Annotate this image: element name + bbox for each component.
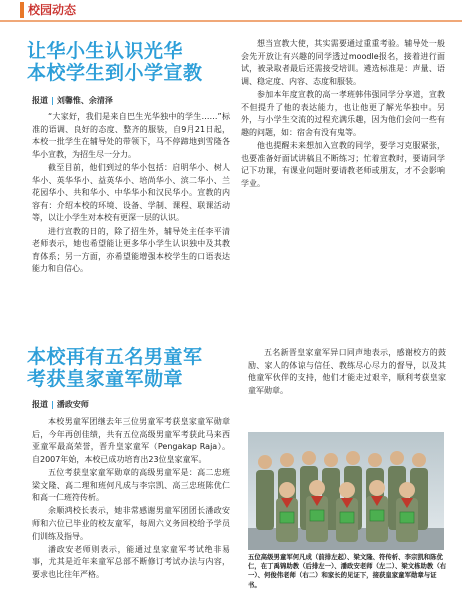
article1-byline: 报道 | 刘馨惟、余清泽: [32, 96, 113, 105]
article1-paragraph: 截至目前，他们到过的华小包括：启明华小、树人华小、英华华小、益英华小、培尚华小、滨二华小、兰花园华小、共和华小、中华华小和汉民华小。宣教的内容有：介绍本校的环境、设备、学制、课程、联课活动等，以让小学生对本校有更深一层的认识。: [32, 162, 230, 223]
article2-paragraph: 余顺鸿校长表示，她非常感谢男童军团团长潘政安师和六位已毕业的校友童军，每周六义务回校给予学员们训练及指导。: [32, 506, 230, 541]
article2-paragraph: 潘政安老师则表示，能通过皇家童军考试绝非易事，尤其是近年来童军总部不断修订考试办法与内容，要求也比往年严格。: [32, 544, 230, 579]
article2-title: [27, 346, 242, 390]
article1-column-left: [32, 111, 230, 277]
section-title: 校园动态: [28, 3, 77, 17]
article1-column-right: [241, 38, 445, 191]
article2-column-left: [32, 416, 230, 582]
article2-paragraph: 五名新晋皇家童军异口同声地表示，感谢校方的鼓励、家人的体谅与信任、教练尽心尽力的督导，以及其他童军伙伴的支持，他们才能走过艰辛，顺利考获皇家童军勋章。: [248, 348, 446, 395]
byline-names: 潘政安师: [56, 400, 89, 409]
article2-byline: 报道 | 潘政安师: [32, 400, 89, 409]
byline-names: 刘馨惟、余清泽: [56, 96, 113, 105]
byline-label: 报道: [32, 400, 48, 409]
article2-paragraph: 本校男童军团继去年三位男童军考获皇家童军勋章后，今年再创佳绩，共有五位高级男童军考获此马来西亚童军最高荣誉，晋升皇家童军（Pengakap Raja）。自2007年始，本校已成功培育出23位皇家童军。: [32, 417, 230, 464]
article1-title-line2: 本校学生到小学宣教: [27, 62, 203, 84]
header-accent-bar: [20, 2, 24, 18]
article1-paragraph: “大家好，我们是来自巴生光华独中的学生……”标准的语调、良好的态度、整齐的服装，自9月21日起，本校一批学生在辅导处的带领下，马不停蹄地到雪隆各华小宣教，为招生尽一分力。: [32, 112, 230, 159]
article1-title: [27, 40, 237, 84]
article2-title-line1: 本校再有五名男童军: [27, 346, 203, 368]
article1-paragraph: 他也提醒未来想加入宣教的同学，要学习克服紧张，也要准备好面试讲稿且不断练习；忙着宣教时，要请同学记下功课，有课业问题时要请教老师或朋友，才不会影响学业。: [241, 140, 445, 188]
scouts-group-photo: [248, 432, 444, 550]
photo-caption: 五位高级男童军何凡成（前排左起）、梁文隆、符传析、李宗凯和陈优仁，在丁禹锦助教（后排左一）、潘政安老师（左二）、梁文栋助教（右一）、何俊伟老师（右二）和家长的见证下，接获皇家童军勋章与证书。: [248, 553, 447, 589]
article1-paragraph: 参加本年度宣教的高一孝班韩伟强同学分享道，宣教不但提升了他的表达能力，也让他更了解光华独中。另外，与小学生交流的过程充满乐趣，因为他们会问一些有趣的问题，如：宿舍有没有鬼等。: [241, 89, 445, 137]
article1-paragraph: 进行宣教的日的，除了招生外，辅导处主任李平清老师表示，她也希望能让更多华小学生认识独中及其教育体系；另一方面，亦希望能增强本校学生的口语表达能力和自信心。: [32, 226, 230, 274]
article2-title-line2: 考获皇家童军勋章: [27, 368, 184, 390]
scouts-photo-illustration: [248, 432, 444, 550]
byline-label: 报道: [32, 96, 48, 105]
article2-column-right: [248, 347, 446, 398]
article1-paragraph: 想当宣教大使，其实需要通过重重考验。辅导处一般会先开放让有兴趣的同学透过moodle报名，接着进行面试，被录取者最后还需接受培训。遴选标准是：声量、语调、稳定度、内容、态度和服装。: [241, 39, 445, 86]
article1-title-line1: 让华小生认识光华: [27, 40, 184, 62]
article2-paragraph: 五位考获皇家童军勋章的高级男童军是：高二忠班梁文隆、高二理和班何凡成与李宗凯、高三忠班陈优仁和高一仁班符传析。: [32, 467, 230, 503]
header-divider: [0, 20, 462, 22]
